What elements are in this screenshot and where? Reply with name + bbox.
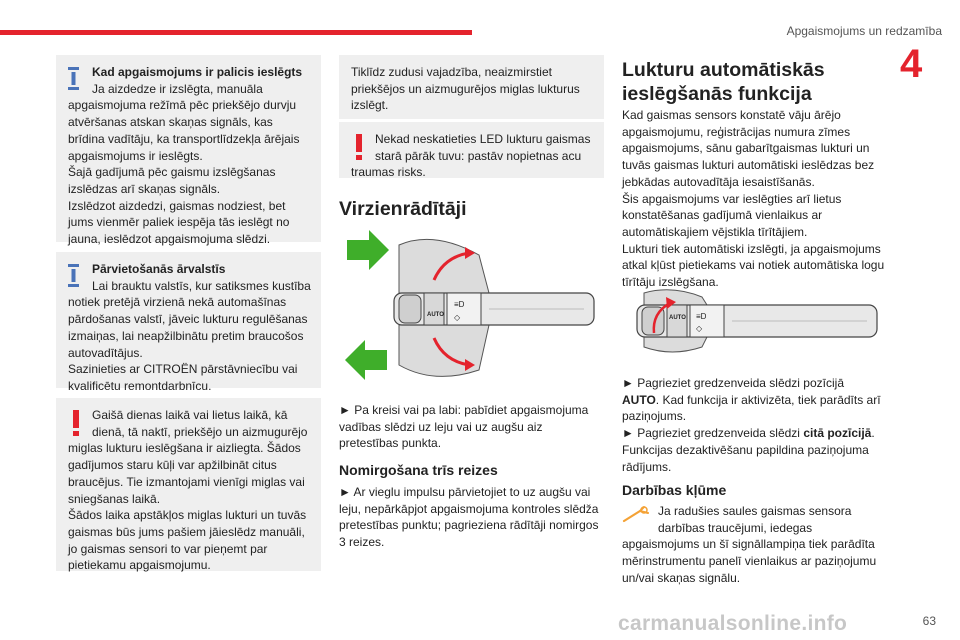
box-text: Sazinieties ar CITROËN pārstāvniecību vai kvalificētu remontdarbnīcu. bbox=[68, 362, 298, 393]
malfunction-first-line: Ja radušies saules gaismas sensora bbox=[658, 504, 852, 518]
turn-signal-stalk-figure bbox=[339, 225, 604, 390]
arrow-left-icon bbox=[345, 340, 387, 380]
box-heading: Pārvietošanās ārvalstīs bbox=[92, 262, 226, 276]
watermark: carmanualsonline.info bbox=[618, 612, 848, 635]
auto-lights-description bbox=[622, 107, 887, 291]
header-accent-bar bbox=[0, 30, 472, 35]
box-heading: Kad apgaismojums ir palicis ieslēgts bbox=[92, 65, 303, 79]
stalk-end-cap bbox=[399, 295, 421, 323]
subsection-malfunction: Darbības kļūme bbox=[622, 482, 727, 498]
stalk-lower-housing bbox=[399, 325, 489, 376]
chapter-number: 4 bbox=[900, 42, 923, 86]
headlight-icon: ≡D bbox=[696, 312, 707, 321]
info-box-lights-on bbox=[56, 55, 321, 247]
warning-box-fog-lights bbox=[56, 398, 321, 571]
title-line: Lukturu automātiskās bbox=[622, 59, 825, 81]
box-first-line: Nekad neskatieties LED lukturu gaismas bbox=[375, 132, 591, 146]
info-icon bbox=[68, 67, 79, 90]
subsection-three-flashes: Nomirgošana trīs reizes bbox=[339, 462, 498, 478]
warning-icon bbox=[72, 410, 80, 436]
page-number: 63 bbox=[922, 614, 936, 628]
step-activate: ► Pagrieziet gredzenveida slēdzi pozīcijā AUTO. Kad funkcija ir aktivizēta, tiek parādīts arī paziņojums. bbox=[622, 376, 881, 424]
stalk-upper-housing bbox=[644, 290, 707, 305]
box-text: Šajā gadījumā pēc gaismu izslēgšanas izslēdzas arī skaņas signāls. bbox=[68, 165, 276, 196]
box-first-line: starā pārāk tuvu: pastāv nopietnas acu bbox=[375, 148, 582, 163]
box-first-line: Gaišā dienas laikā vai lietus laikā, kā bbox=[92, 408, 288, 422]
stalk-ring bbox=[447, 293, 481, 325]
three-flash-instructions: ► Ar vieglu impulsu pārvietojiet to uz augšu vai leju, nepārkāpjot apgaismojuma kontroles slēdža pretestības punktu; pagrieziena rādītāji nomirgos 3 reizes. bbox=[339, 485, 599, 550]
box-first-line: Lai brauktu valstīs, kur satiksmes kustība bbox=[92, 278, 311, 293]
box-text: Izslēdzot aizdedzi, gaismas nodziest, bet jums vienmēr paliek iespēja tās ieslēgt no jauna, ieslēdzot apgaismojuma slēdzi. bbox=[68, 198, 290, 247]
turn-signal-instructions: ► Pa kreisi vai pa labi: pabīdiet apgaismojuma vadības slēdzi uz leju vai uz augšu aiz pretestības punkta. bbox=[339, 403, 589, 451]
warning-box-led bbox=[339, 122, 604, 178]
paragraph: Lukturi tiek automātiski izslēgti, ja apgaismojums atkal kļūst pietiekams vai notiek automātiska logu tīrītāju izslēgšana. bbox=[622, 241, 885, 290]
box-first-line: Ja aizdedze ir izslēgta, manuāla bbox=[92, 81, 263, 96]
stalk-ring bbox=[667, 305, 687, 337]
box-text: Šādos laika apstākļos miglas lukturi un tuvās gaismas būs jums pašiem jāieslēdz manuāli, jo gaismas sensori to var pieņemt par pietiekamu apgaismojumu. bbox=[68, 508, 307, 573]
box-text: notiek pretējā virzienā nekā automašīnas pārdošanas valstī, jāveic lukturu regulēšanas izmaiņas, lai neapžilbinātu pretim braucošos autovadītājus. bbox=[68, 295, 308, 360]
auto-label: AUTO bbox=[427, 312, 444, 318]
section-title: Apgaismojums un redzamība bbox=[786, 24, 942, 38]
paragraph: Kad gaismas sensors konstatē vāju ārējo apgaismojumu, reģistrācijas numura zīmes apgaismojums, sānu gabarītgaismas lukturi un tuvās gaismas lukturi automātiski ieslēdzas bez jebkādas autovadītāja iesaistīšanās. bbox=[622, 108, 875, 189]
info-box-abroad bbox=[56, 252, 321, 393]
arrow-right-icon bbox=[347, 230, 389, 270]
wrench-icon bbox=[622, 505, 652, 523]
headlight-icon: ≡D bbox=[454, 300, 465, 309]
step-deactivate: ► Pagrieziet gredzenveida slēdzi citā pozīcijā. Funkcijas dezaktivēšanu papildina paziņojuma rādījums. bbox=[622, 426, 875, 474]
stalk-ring bbox=[424, 293, 444, 325]
title-line: ieslēgšanās funkcija bbox=[622, 83, 812, 105]
box-text: traumas risks. bbox=[351, 165, 426, 180]
box-first-line: dienā, tā naktī, priekšējo un aizmugurējo bbox=[92, 424, 308, 439]
box-text: Tiklīdz zudusi vajadzība, neaizmirstiet priekšējos un aizmugurējos miglas lukturus izslēgt. bbox=[351, 65, 580, 113]
malfunction-body: apgaismojums un šī signāllampiņa tiek parādīta mērinstrumentu panelī vienlaikus ar paziņojumu un/vai skaņas signālu. bbox=[622, 537, 877, 585]
section-title-auto-lights bbox=[622, 58, 825, 106]
malfunction-text bbox=[622, 503, 887, 587]
paragraph: Šis apgaismojums var ieslēgties arī lietus konstatēšanas gadījumā vienlaikus ar automātiskajiem vējstikla tīrītājiem. bbox=[622, 191, 842, 239]
warning-icon bbox=[355, 134, 363, 160]
box-text: miglas lukturu ieslēgšana ir aizliegta. Šādos gadījumos staru kūļi var apžilbināt citus braucējus. Tie izmantojami vienīgi miglas vai sniegšanas laikā. bbox=[68, 441, 305, 506]
auto-label: AUTO bbox=[669, 315, 686, 321]
info-box-fog-off bbox=[339, 55, 604, 119]
parking-light-icon: ◇ bbox=[454, 313, 461, 322]
parking-light-icon: ◇ bbox=[696, 324, 703, 333]
box-text: apgaismojuma režīmā pēc priekšējo durvju atvēršanas atskan skaņas signāls, kas brīdina vadītāju, ka transportlīdzekļa ārējais apgaismojums ir ieslēgts. bbox=[68, 98, 300, 163]
stalk-lower-housing bbox=[644, 337, 707, 352]
malfunction-first-line: darbības traucējumi, iedegas bbox=[658, 520, 813, 535]
auto-lights-stalk-figure bbox=[622, 285, 887, 365]
info-icon bbox=[68, 264, 79, 287]
auto-lights-steps bbox=[622, 375, 887, 475]
section-title-turn-signals: Virzienrādītāji bbox=[339, 198, 467, 220]
